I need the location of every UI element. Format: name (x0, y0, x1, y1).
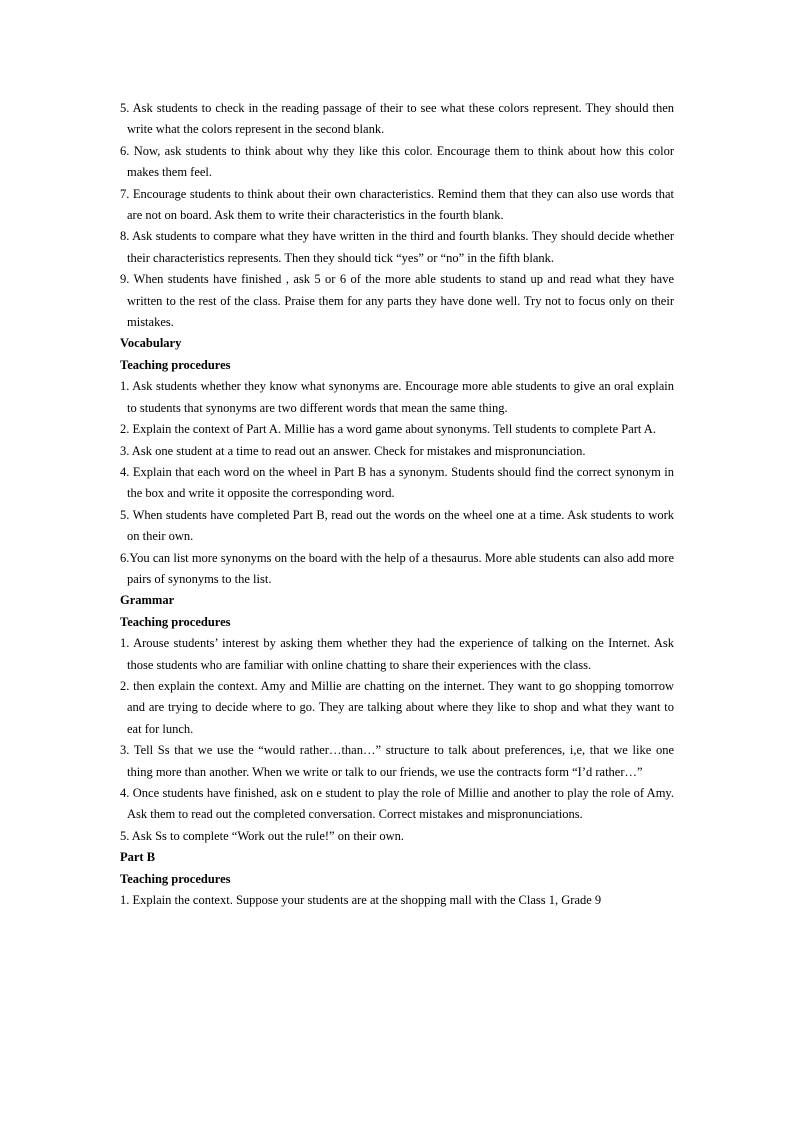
procedure-step: 5. Ask students to check in the reading passage of their to see what these colors represent. They should then write what the colors represent in the second blank. (120, 101, 674, 137)
procedure-step: 3. Tell Ss that we use the “would rather…than…” structure to talk about preferences, i,e, that we like one thing more than another. When we write or talk to our friends, we use the contracts form “I’d rather…” (120, 743, 674, 779)
procedure-step: 2. then explain the context. Amy and Millie are chatting on the internet. They want to go shopping tomorrow and are trying to decide where to go. They are talking about where they like to shop and what they want to eat for lunch. (120, 678, 674, 736)
procedure-step: 5. Ask Ss to complete “Work out the rule!” on their own. (120, 828, 405, 843)
procedure-step: 1. Ask students whether they know what synonyms are. Encourage more able students to give an oral explain to students that synonyms are two different words that mean the same thing. (120, 379, 674, 415)
procedure-step: 9. When students have finished , ask 5 or 6 of the more able students to stand up and read what they have written to the rest of the class. Praise them for any parts they have done well. Try not to focus only on their mistakes. (120, 272, 674, 330)
procedure-step: 6.You can list more synonyms on the board with the help of a thesaurus. More able students can also add more pairs of synonyms to the list. (120, 550, 674, 586)
procedure-step: 3. Ask one student at a time to read out an answer. Check for mistakes and mispronunciation. (120, 443, 586, 458)
subsection-heading: Teaching procedures (120, 871, 231, 886)
procedure-step: 8. Ask students to compare what they have written in the third and fourth blanks. They should decide whether their characteristics represents. Then they should tick “yes” or “no” in the fifth blank. (120, 229, 674, 265)
procedure-step: 2. Explain the context of Part A. Millie has a word game about synonyms. Tell students to complete Part A. (120, 422, 656, 437)
subsection-heading: Teaching procedures (120, 614, 231, 629)
procedure-step: 5. When students have completed Part B, read out the words on the wheel one at a time. Ask students to work on their own. (120, 507, 674, 544)
section-heading-part-b: Part B (120, 850, 156, 865)
procedure-step: 4. Once students have finished, ask on e student to play the role of Millie and another to play the role of Amy. Ask them to read out the completed conversation. Correct mistakes and mispronunciations. (120, 786, 674, 822)
section-heading-grammar: Grammar (120, 593, 175, 608)
subsection-heading: Teaching procedures (120, 357, 231, 372)
procedure-step: 1. Arouse students’ interest by asking them whether they had the experience of talking on the Internet. Ask those students who are familiar with online chatting to share their experiences with the class. (120, 636, 674, 672)
procedure-step: 7. Encourage students to think about their own characteristics. Remind them that they can also use words that are not on board. Ask them to write their characteristics in the fourth blank. (120, 186, 674, 223)
procedure-step: 4. Explain that each word on the wheel in Part B has a synonym. Students should find the correct synonym in the box and write it opposite the corresponding word. (120, 464, 674, 501)
section-heading-vocabulary: Vocabulary (120, 336, 182, 351)
procedure-step: 1. Explain the context. Suppose your students are at the shopping mall with the Class 1, Grade 9 (120, 893, 602, 908)
document-page (120, 98, 674, 911)
procedure-step: 6. Now, ask students to think about why they like this color. Encourage them to think about how this color makes them feel. (120, 143, 674, 180)
